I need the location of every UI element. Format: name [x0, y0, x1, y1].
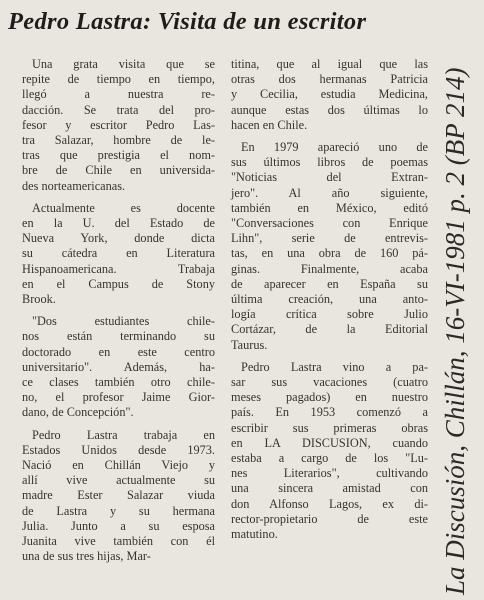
- text-line: fesor y escritor Pedro Las-: [22, 117, 215, 132]
- text-line: de Lastra y su hermana: [22, 503, 215, 518]
- text-line: tra Salazar, hombre de le-: [22, 133, 215, 148]
- text-line: universitario". Además, ha-: [22, 359, 215, 374]
- text-line: hacen en Chile.: [231, 117, 308, 132]
- article-column-left: [22, 57, 215, 565]
- text-line: Pedro Lastra trabaja en: [32, 427, 215, 442]
- text-line: también en México, editó: [231, 200, 428, 215]
- text-line: Nueva York, donde dicta: [22, 231, 215, 246]
- text-line: des norteamericanas.: [22, 178, 126, 193]
- text-line: allí vive actualmente su: [22, 473, 215, 488]
- text-line: "Conversaciones con Enrique: [231, 216, 428, 231]
- text-line: su cátedra en Literatura: [22, 246, 215, 261]
- text-line: aunque estas dos últimas lo: [231, 102, 428, 117]
- paragraph-gap: [231, 133, 428, 140]
- text-line: sus últimos libros de poemas: [231, 155, 428, 170]
- text-line: Nació en Chillán Viejo y: [22, 458, 215, 473]
- text-line: nos están terminando su: [22, 329, 215, 344]
- text-line: tras que prestigia el nom-: [22, 148, 215, 163]
- text-line: una sincera amistad con: [231, 481, 428, 496]
- text-line: país. En 1953 comenzó a: [231, 405, 428, 420]
- paragraph: [231, 140, 428, 353]
- text-line: de aparecer en España su: [231, 276, 428, 291]
- text-line: Juanita vive también con él: [22, 534, 215, 549]
- text-line: ginas. Finalmente, acaba: [231, 261, 428, 276]
- paragraph-gap: [22, 421, 215, 428]
- paragraph: [22, 201, 215, 307]
- text-line: bre de Chile en universida-: [22, 163, 215, 178]
- paragraph-gap: [22, 307, 215, 314]
- text-line: titina, que al igual que las: [231, 57, 428, 71]
- paragraph: [22, 428, 215, 565]
- text-line: en el Campus de Stony: [22, 276, 215, 291]
- text-line: tas, en una obra de 160 pá-: [231, 246, 428, 261]
- text-line: sar sus vacaciones (cuatro: [231, 375, 428, 390]
- text-line: "Noticias del Extran-: [231, 170, 428, 185]
- text-line: Taurus.: [231, 337, 268, 352]
- text-line: Estados Unidos desde 1973.: [22, 442, 215, 457]
- text-line: Actualmente es docente: [32, 200, 215, 215]
- paragraph-gap: [22, 194, 215, 201]
- paragraph: [231, 360, 428, 542]
- text-line: dano, de Concepción".: [22, 405, 134, 420]
- text-line: don Alfonso Lagos, ex di-: [231, 496, 428, 511]
- text-line: y Cecilia, estudia Medicina,: [231, 87, 428, 102]
- paragraph: [231, 57, 428, 133]
- text-line: Hispanoamericana. Trabaja: [22, 261, 215, 276]
- text-line: nes Literarios", cultivando: [231, 466, 428, 481]
- text-line: doctorado en este centro: [22, 344, 215, 359]
- text-line: no, el profesor Jaime Gior-: [22, 390, 215, 405]
- text-line: Cortázar, de la Editorial: [231, 322, 428, 337]
- text-line: última creación, una anto-: [231, 292, 428, 307]
- paragraph: [22, 314, 215, 420]
- paragraph-gap: [231, 353, 428, 360]
- text-line: Lihn", serie de entrevis-: [231, 231, 428, 246]
- paragraph: [22, 57, 215, 194]
- text-line: matutino.: [231, 527, 278, 542]
- text-line: escribir sus primeras obras: [231, 420, 428, 435]
- text-line: repite de tiempo en tiempo,: [22, 72, 215, 87]
- text-line: ce clases también otro chile-: [22, 375, 215, 390]
- text-line: Una grata visita que se: [32, 57, 215, 71]
- text-line: en LA DISCUSION, cuando: [231, 435, 428, 450]
- text-line: Pedro Lastra vino a pa-: [241, 359, 428, 374]
- text-line: logía crítica sobre Julio: [231, 307, 428, 322]
- text-line: una de sus tres hijas, Mar-: [22, 549, 151, 564]
- text-line: otras dos hermanas Patricia: [231, 72, 428, 87]
- handwritten-source-annotation: La Discusión, Chillán, 16-VI-1981 p. 2 (BP 214): [440, 67, 470, 595]
- text-line: meses pagados) en nuestro: [231, 390, 428, 405]
- text-line: En 1979 apareció uno de: [241, 140, 428, 155]
- text-line: rector-propietario de este: [231, 511, 428, 526]
- text-line: estaba a cargo de los "Lu-: [231, 451, 428, 466]
- text-line: jero". Al año siguiente,: [231, 185, 428, 200]
- text-line: "Dos estudiantes chile-: [32, 314, 215, 329]
- text-line: madre Ester Salazar viuda: [22, 488, 215, 503]
- text-line: Brook.: [22, 292, 56, 307]
- text-line: llegó a nuestra re-: [22, 87, 215, 102]
- text-line: en la U. del Estado de: [22, 216, 215, 231]
- article-headline: Pedro Lastra: Visita de un escritor: [8, 8, 367, 35]
- article-column-right: [231, 57, 428, 542]
- text-line: Julia. Junto a su esposa: [22, 518, 215, 533]
- text-line: dacción. Se trata del pro-: [22, 102, 215, 117]
